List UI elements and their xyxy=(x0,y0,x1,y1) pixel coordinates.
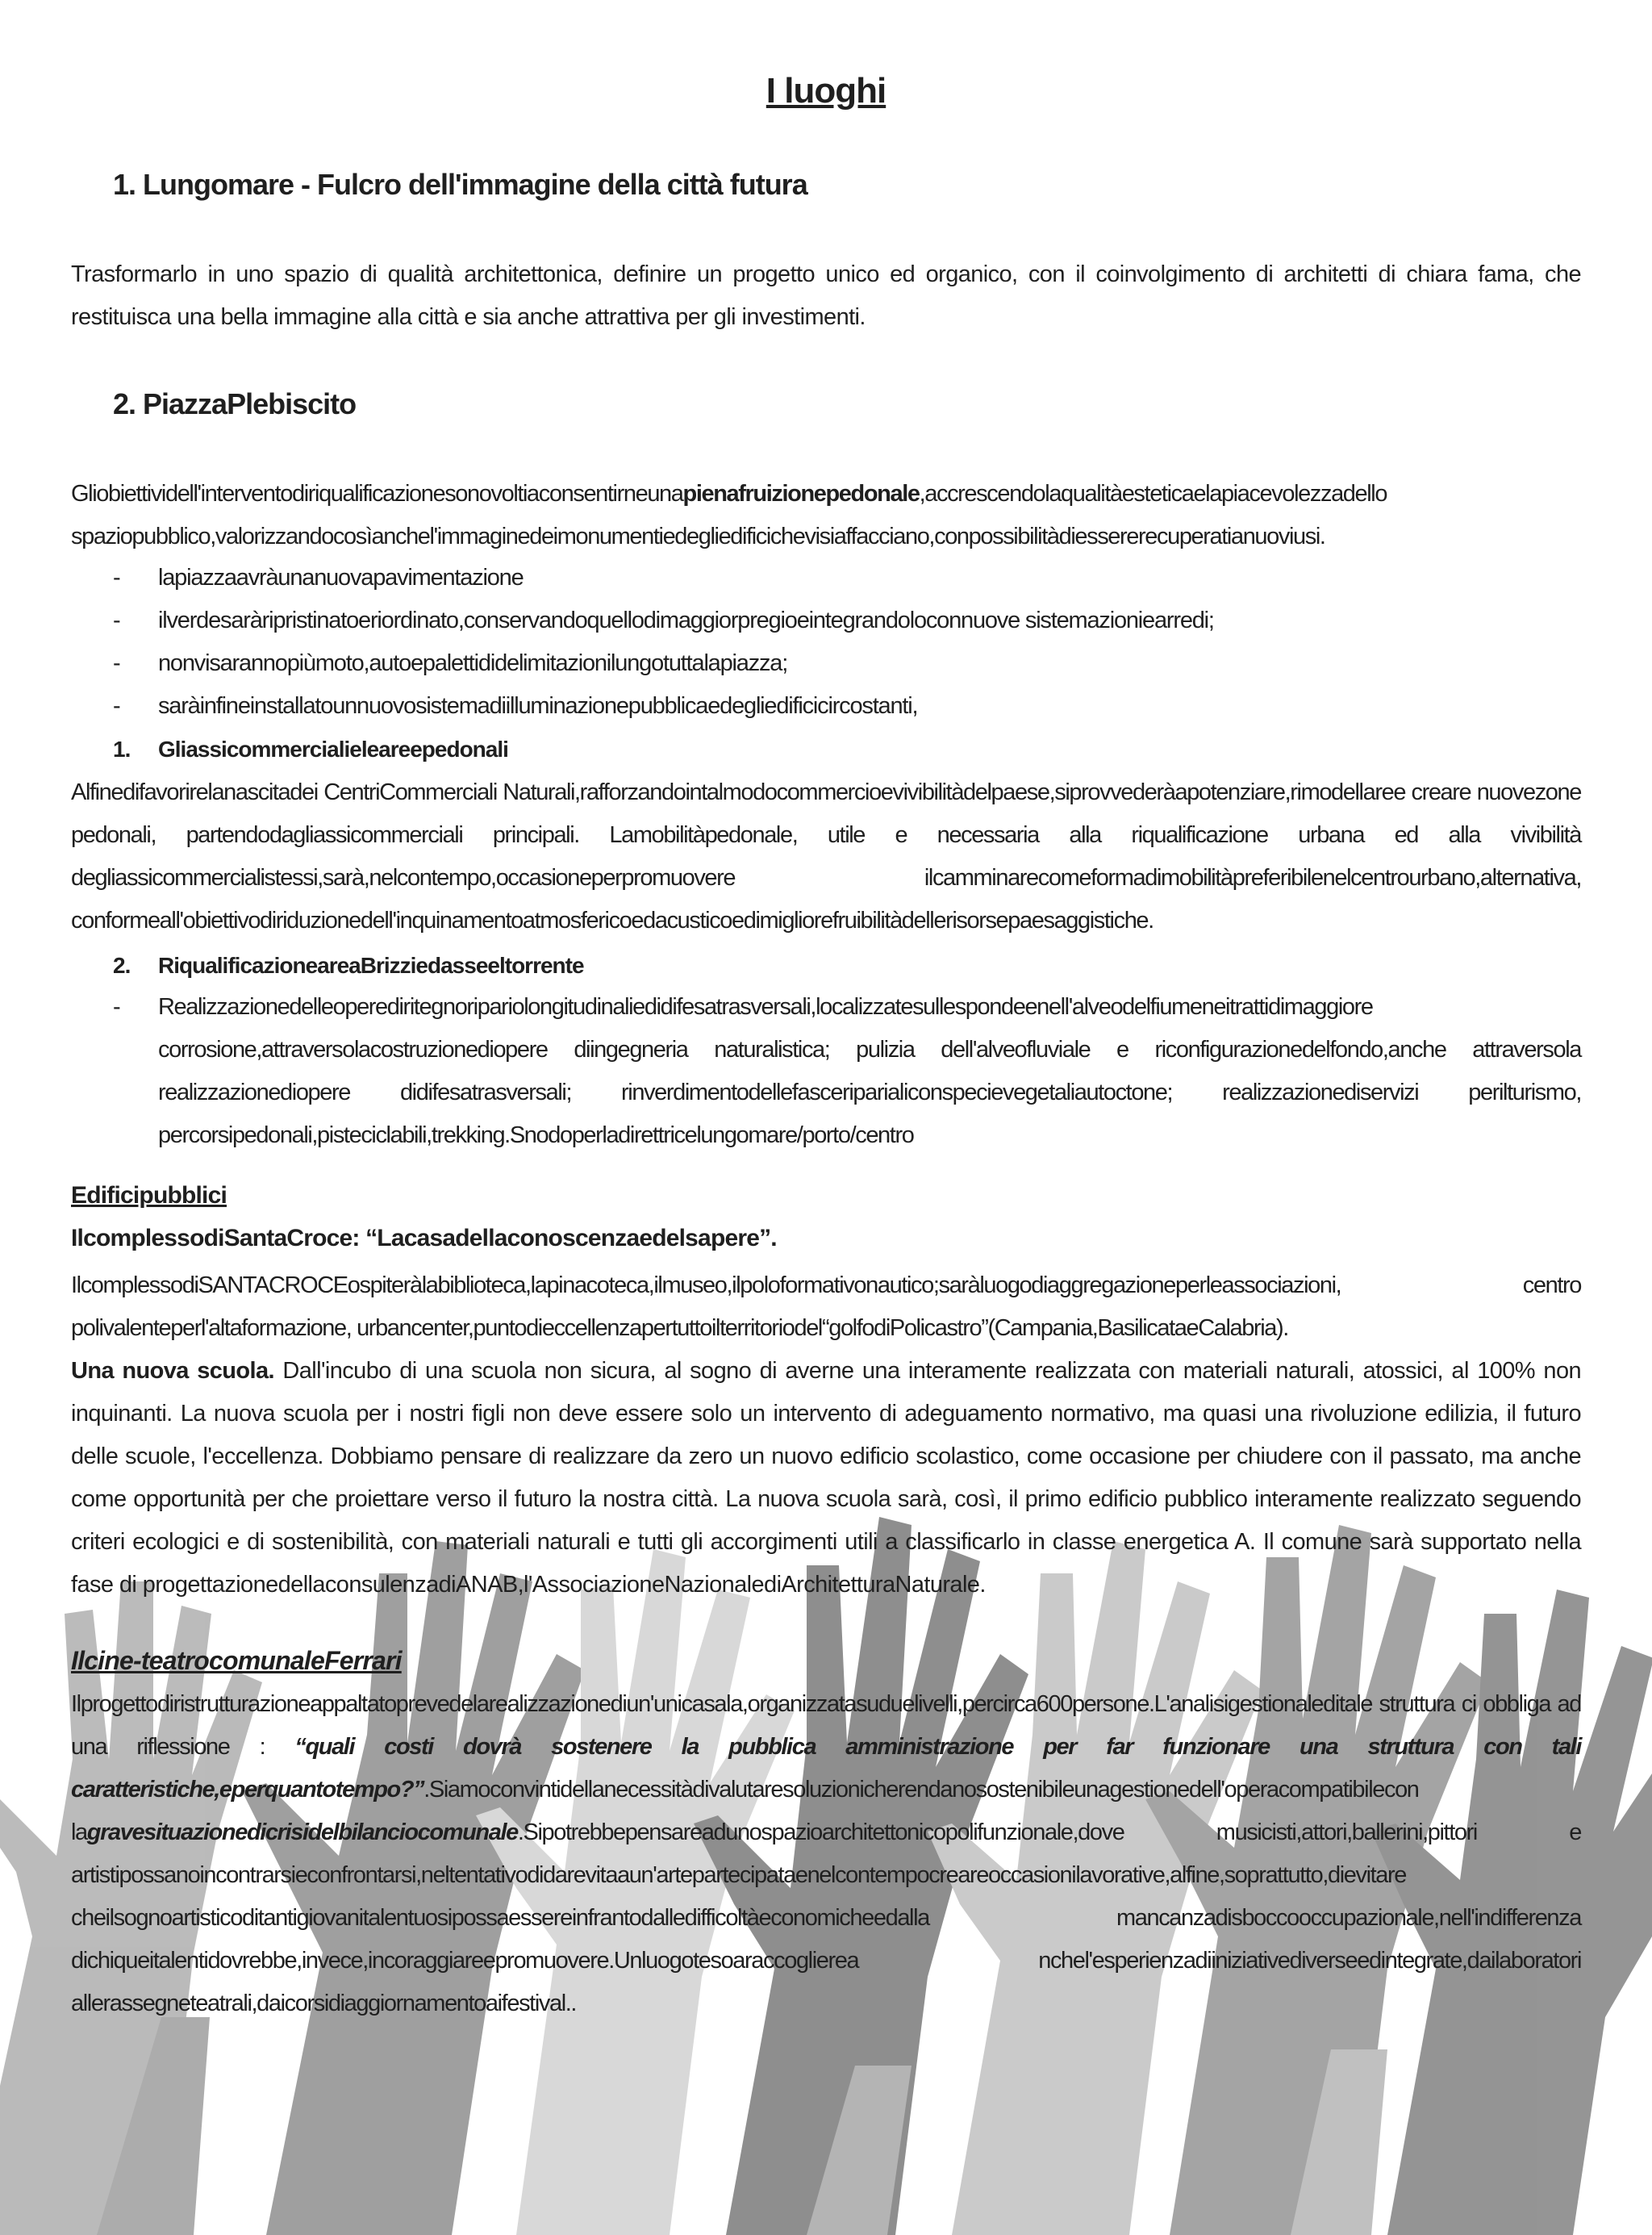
cine-text: Ilprogettodiristrutturazioneappaltatoprevedelarealizzazionediun'unicasala,organizzatasuduelivelli,percirca600persone.L'analisigestionaleditale struttura ci obbliga ad una riflessione : “quali costi dovrà sostenere la pubblica amministrazione per far funzionare una struttura con tali caratteristiche,eperquantotempo?”.Siamoconvintidellanecessitàdivalutaresoluzionicherendanosostenibileunagestionedell'operacompatibilecon lagravesituazionedicrisidelbilanciocomunale.Sipotrebbepensareadunospazioarchitettonicopolifunzionale,dove musicisti,attori,ballerini,pittori e artistipossanoincontrarsieconfrontarsi,neltentativodidarevitaaun'artepartecipataenelcontempocreareoccasionilavorative,alfine,soprattutto,dievitare cheilsognoartisticoditantigiovanitalentuosipossaessereinfrantodalledifficoltàeconomicheedalla mancanzadisboccooccupazionale,nell'indifferenza dichiqueitalentidovrebbe,invece,incoraggiareepromuovere.Unluogotesoaraccoglierea nchel'esperienzadiiniziativediverseedintegrate,dailaboratori allerassegneteatrali,daicorsidiaggiornamentoaifestival.. xyxy=(71,1691,1581,2016)
section2-intro: Gliobiettividell'interventodiriqualificazionesonovoltiaconsentirneunapienafruizionepedonale,accrescendolaqualitàesteticaelapiacevolezzadello spaziopubblico,valorizzandocosìanchel'immaginedeimonumentiedegliedificichevisiaffacciano,conpossibilitàdiessererecuperatianuoviusi. xyxy=(71,481,1387,549)
section1-heading: 1. Lungomare - Fulcro dell'immagine della città futura xyxy=(113,168,807,201)
sub2-heading: 2. RiqualificazioneareaBrizziedasseeltorrente xyxy=(113,953,584,978)
santa-croce-text: IlcomplessodiSANTACROCEospiteràlabiblioteca,lapinacoteca,ilmuseo,ilpoloformativonautico;saràluogodiaggregazioneperleassociazioni, centro polivalenteperl'altaformazione, urbancenter,puntodieccellenzapertuttoilterritoriodel“golfodiPolicastro”(Campania,BasilicataeCalabria). xyxy=(71,1272,1581,1341)
santa-croce-title: IlcomplessodiSantaCroce: “Lacasadellaconoscenzaedelsapere”. xyxy=(71,1225,777,1251)
cine-heading: Ilcine-teatrocomunaleFerrari xyxy=(71,1646,402,1675)
scuola-text: Una nuova scuola. Dall'incubo di una scuola non sicura, al sogno di averne una interamente realizzata con materiali naturali, atossici, al 100% non inquinanti. La nuova scuola per i nostri figli non deve essere solo un intervento di adeguamento normativo, ma quasi una rivoluzione edilizia, il futuro delle scuole, l'eccellenza. Dobbiamo pensare di realizzare da zero un nuovo edificio scolastico, come occasione per chiudere con il passato, ma anche come opportunità per che proiettare verso il futuro la nostra città. La nuova scuola sarà, così, il primo edificio pubblico interamente realizzato seguendo criteri ecologici e di sostenibilità, con materiali naturali e tutti gli accorgimenti utili a classificarlo in classe energetica A. Il comune sarà supportato nella fase di progettazionedellaconsulenzadiANAB,l'AssociazioneNazionalediArchitetturaNaturale. xyxy=(71,1358,1582,1598)
sub2-text: Realizzazionedelleoperediritegnoripariolongitudinaliedidifesatrasversali,localizzatesullespondeenell'alveodelfiumeneitrattidimaggiore corrosione,attraversolacostruzionediopere diingegneria naturalistica; pulizia dell'alveofluviale e riconfigurazionedelfondo,anche attraversola realizzazionediopere didifesatrasversali; rinverdimentodellefasceriparialiconspecievegetaliautoctone; realizzazionediservizi perilturismo, percorsipedonali,pisteciclabili,trekking.Snodoperladirettricelungomare/porto/centro xyxy=(158,994,1581,1148)
sub1-heading: 1. Gliassicommercialieleareepedonali xyxy=(113,737,508,762)
section2-heading: 2. PiazzaPlebiscito xyxy=(113,387,357,420)
document-page: I luoghi 1. Lungomare - Fulcro dell'immagine della città futura Trasformarlo in uno spazio di qualità architettonica, definire un progetto unico ed organico, con il coinvolgimento di architetti di chiara fama, che restituisca una bella immagine alla città e sia anche attrattiva per gli investimenti. 2. PiazzaPlebiscito Gliobiettividell'interventodiriqualificazionesonovoltiaconsentirneunapienafruizionepedonale,accrescendolaqualitàesteticaelapiacevolezzadello spaziopubblico,valorizzandocosìanchel'immaginedeimonumentiedegliedificichevisiaffacciano,conpossibilitàdiessererecuperatianuoviusi. - lapiazzaavràunanuovapavimentazione - ilverdesaràripristinatoeriordinato,conservandoquellodimaggiorpregioeintegrandoloconnuove sistemazioniearredi; - nonvisarannopiùmoto,autoepalettididelimitazionilungotuttalapiazza; - saràinfineinstallatounnuovosistemadiilluminazionepubblicaedegliedificicircostanti, 1. Gliassicommercialieleareepedonali Alfinedifavorirelanascitadei CentriCommerciali Naturali,rafforzandointalmodocommercioevivibilitàdelpaese,siprovvederàapotenziare,rimodellaree creare nuovezone pedonali, partendodagliassicommerciali principali. Lamobilitàpedonale, utile e necessaria alla riqualificazione urbana ed alla vivibilità degliassicommercialistessi,sarà,nelcontempo,occasioneperpromuovere ilcamminarecomeformadimobilitàpreferibilenelcentrourbano,alternativa, conformeall'obiettivodiriduzionedell'inquinamentoatmosfericoedacusticoedimigliorefruibilitàdellerisorsepaesaggistiche. 2. RiqualificazioneareaBrizziedasseeltorrente - Realizzazionedelleoperediritegnoripariolongitudinaliedidifesatrasversali,localizzatesullespondeenell'alveodelfiumeneitrattidimaggiore corrosione,attraversolacostruzionediopere diingegneria naturalistica; pulizia dell'alveofluviale e riconfigurazionedelfondo,anche attraversola realizzazionediopere didifesatrasversali; rinverdimentodellefasceriparialiconspecievegetaliautoctone; realizzazionediservizi perilturismo, percorsipedonali,pisteciclabili,trekking.Snodoperladirettricelungomare/porto/centro Edificipubblici IlcomplessodiSantaCroce: “Lacasadellaconoscenzaedelsapere”. IlcomplessodiSANTACROCEospiteràlabiblioteca,lapinacoteca,ilmuseo,ilpoloformativonautico;saràluogodiaggregazioneperleassociazioni, centro polivalenteperl'altaformazione, urbancenter,puntodieccellenzapertuttoilterritoriodel“golfodiPolicastro”(Campania,BasilicataeCalabria). Una nuova scuola. Dall'incubo di una scuola non sicura, al sogno di averne una interamente realizzata con materiali naturali, atossici, al 100% non inquinanti. La nuova scuola per i nostri figli non deve essere solo un intervento di adeguamento normativo, ma quasi una rivoluzione edilizia, il futuro delle scuole, l'eccellenza. Dobbiamo pensare di realizzare da zero un nuovo edificio scolastico, come occasione per chiudere con il passato, ma anche come opportunità per che proiettare verso il futuro la nostra città. La nuova scuola sarà, così, il primo edificio pubblico interamente realizzato seguendo criteri ecologici e di sostenibilità, con materiali naturali e tutti gli accorgimenti utili a classificarlo in classe energetica A. Il comune sarà supportato nella fase di progettazionedellaconsulenzadiANAB,l'AssociazioneNazionalediArchitetturaNaturale. Ilcine-teatrocomunaleFerrari Ilprogettodiristrutturazioneappaltatoprevedelarealizzazionediun'unicasala,organizzatasuduelivelli,percirca600persone.L'analisigestionaleditale struttura ci obbliga ad una riflessione : “quali costi dovrà sostenere la pubblica amministrazione per far funzionare una struttura con tali caratteristiche,eperquantotempo?”.Siamoconvintidellanecessitàdivalutaresoluzionicherendanosostenibileunagestionedell'operacompatibilecon lagravesituazionedicrisidelbilanciocomunale.Sipotrebbepensareadunospazioarchitettonicopolifunzionale,dove musicisti,attori,ballerini,pittori e artistipossanoincontrarsieconfrontarsi,neltentativodidarevitaaun'artepartecipataenelcontempocreareoccasionilavorative,alfine,soprattutto,dievitare cheilsognoartisticoditantigiovanitalentuosipossaessereinfrantodalledifficoltàeconomicheedalla mancanzadisboccooccupazionale,nell'indifferenza dichiqueitalentidovrebbe,invece,incoraggiareepromuovere.Unluogotesoaraccoglierea nchel'esperienzadiiniziativediverseedintegrate,dailaboratori allerassegneteatrali,daicorsidiaggiornamentoaifestival.. xyxy=(0,0,1652,2235)
edifici-heading: Edificipubblici xyxy=(71,1182,227,1209)
page-title: I luoghi xyxy=(766,71,886,111)
sub1-text: Alfinedifavorirelanascitadei CentriCommerciali Naturali,rafforzandointalmodocommercioevivibilitàdelpaese,siprovvederàapotenziare,rimodellaree creare nuovezone pedonali, partendodagliassicommerciali principali. Lamobilitàpedonale, utile e necessaria alla riqualificazione urbana ed alla vivibilità degliassicommercialistessi,sarà,nelcontempo,occasioneperpromuovere ilcamminarecomeformadimobilitàpreferibilenelcentrourbano,alternativa, conformeall'obiettivodiriduzionedell'inquinamentoatmosfericoedacusticoedimigliorefruibilitàdellerisorsepaesaggistiche. xyxy=(71,779,1581,934)
section1-text: Trasformarlo in uno spazio di qualità architettonica, definire un progetto unico ed organico, con il coinvolgimento di architetti di chiara fama, che restituisca una bella immagine alla città e sia anche attrattiva per gli investimenti. xyxy=(71,261,1581,330)
